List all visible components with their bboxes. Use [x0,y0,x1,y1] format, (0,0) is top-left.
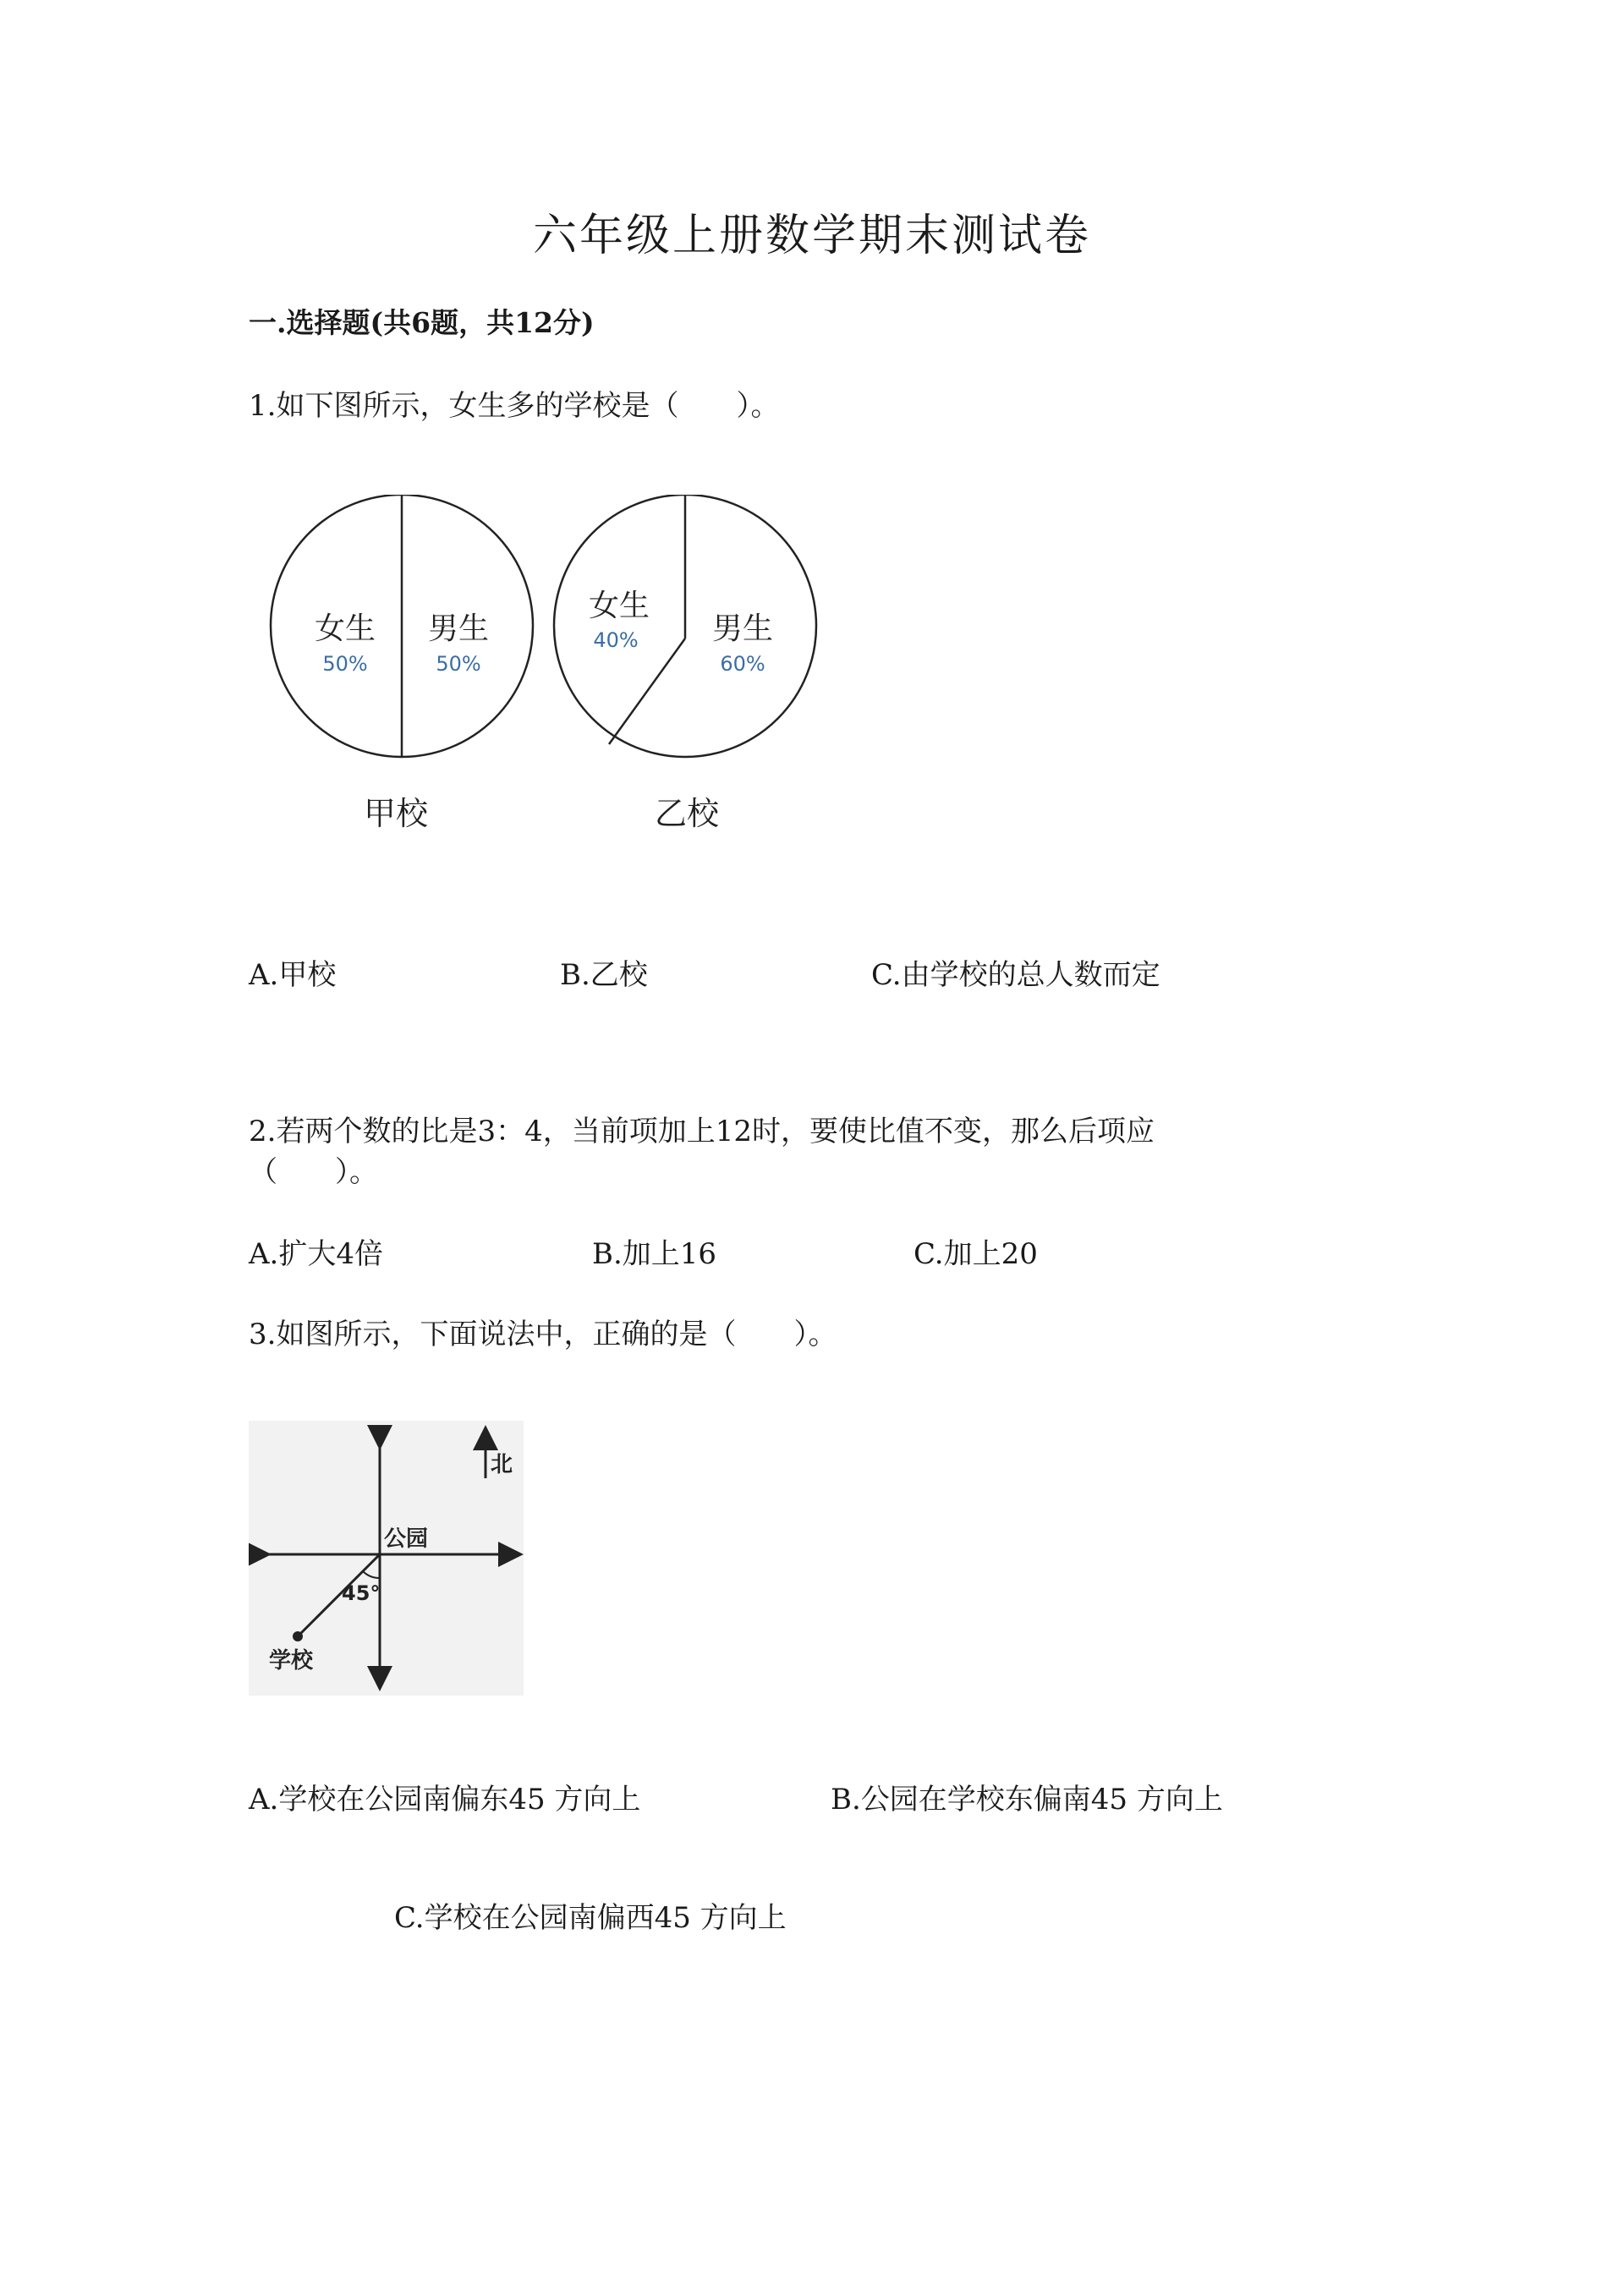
q3-option-c[interactable]: C.学校在公园南偏西45 方向上 [394,1901,787,1935]
direction-map-svg [249,1421,524,1696]
school-label: 学校 [269,1648,314,1674]
school-point [293,1631,303,1641]
pie-2-school-label: 乙校 [654,795,720,832]
park-label: 公园 [384,1526,429,1552]
pie-1-school-label: 甲校 [363,795,429,832]
q2-option-a[interactable]: A.扩大4倍 [249,1237,383,1271]
q2-option-b[interactable]: B.加上16 [592,1237,717,1271]
pie-2-boy-label: 男生 [711,611,774,646]
pie-1-girl-label: 女生 [314,611,376,646]
question-2-text-line1: 2.若两个数的比是3：4，当前项加上12时，要使比值不变，那么后项应 [249,1115,1155,1148]
section-heading: 一.选择题(共6题，共12分) [249,306,595,339]
question-3-text: 3.如图所示，下面说法中，正确的是（ ）。 [249,1318,837,1351]
pie-2-slice-divider-diag [609,638,685,744]
pie-2-girl-label: 女生 [588,589,650,623]
q1-option-a[interactable]: A.甲校 [249,958,337,992]
pie-charts-figure [254,495,846,850]
q1-option-b[interactable]: B.乙校 [560,958,648,992]
north-label: 北 [491,1452,513,1477]
question-2-text-line2: （ ）。 [249,1155,378,1189]
q1-option-c[interactable]: C.由学校的总人数而定 [871,958,1160,992]
pie-1-girl-pct: 50% [322,652,368,676]
angle-label: 45° [342,1581,381,1605]
pie-2-boy-pct: 60% [720,652,765,676]
q3-option-b[interactable]: B.公园在学校东偏南45 方向上 [831,1783,1223,1817]
angle-arc [363,1571,380,1578]
direction-map-figure [249,1421,524,1696]
question-1-text: 1.如下图所示，女生多的学校是（ ）。 [249,389,780,423]
pie-2-girl-pct: 40% [593,628,639,652]
pie-1-boy-label: 男生 [427,611,490,646]
pie-1-boy-pct: 50% [436,652,481,676]
page-title: 六年级上册数学期末测试卷 [532,211,1091,261]
q3-option-a[interactable]: A.学校在公园南偏东45 方向上 [249,1783,641,1817]
q2-option-c[interactable]: C.加上20 [914,1237,1038,1271]
